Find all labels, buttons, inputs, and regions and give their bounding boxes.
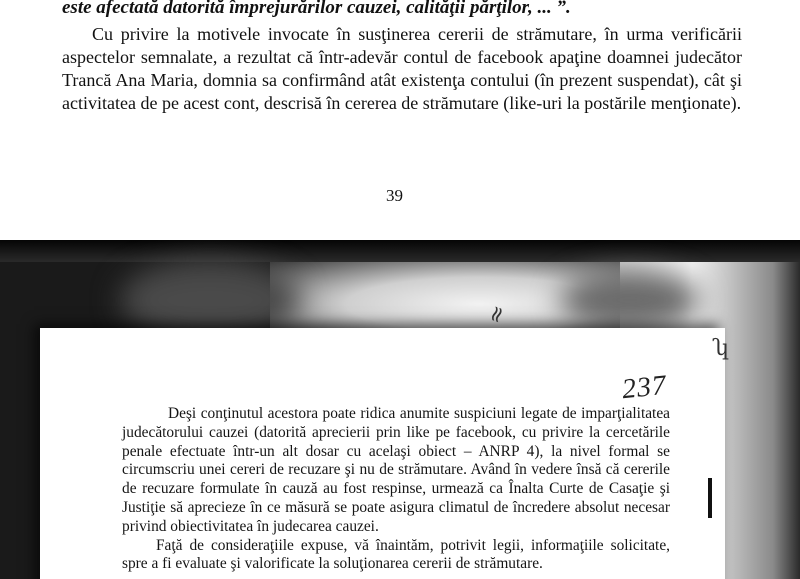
folio-mark-scribble: ≈: [482, 301, 513, 328]
scanned-paragraph-1: Deşi conţinutul acestora poate ridica anumite suspiciuni legate de imparţialitatea judecătorului cauzei (datorită aprecierii prin like pe facebook, cu privire la cercetările penale efectuate într-un alt dosar cu acelaşi obiect – ANRP 4), la nivel formal se circumscriu unei cereri de recuzare şi nu de strămutare. Având în vedere însă că cererile de recuzare formulate în cauză au fost respinse, urmează ca Înalta Curte de Casaţie şi Justiţie să aprecieze în ce măsură se poate asigura climatul de încredere absolut necesar privind obiectivitatea în judecarea cauzei.: [122, 405, 670, 535]
margin-mark: ʮ: [712, 336, 730, 361]
page-number: 39: [386, 186, 403, 205]
scan-top-band: [0, 240, 800, 262]
top-page: [0, 0, 800, 240]
scanned-text: [122, 405, 670, 574]
margin-line: [708, 478, 712, 518]
scan-upper-area: [270, 262, 650, 332]
quote-line: este afectată datorită împrejurărilor cauzei, calităţii părţilor, ... ”.: [62, 0, 571, 18]
scanned-paragraph-2: Faţă de consideraţiile expuse, vă înaintăm, potrivit legii, informaţiile solicitate, spre a fi evaluate şi valorificate la soluţionarea cererii de strămutare.: [122, 536, 670, 573]
handwritten-page-number: 237: [620, 369, 669, 406]
body-paragraph-text: Cu privire la motivele invocate în susţinerea cererii de strămutare, în urma verificării aspectelor semnalate, a rezultat că într-adevăr contul de facebook apaţine doamnei judecător Trancă Ana Maria, domnia sa confirmând atât existenţa contului (în prezent suspendat), cât şi activitatea de pe acest cont, descrisă în cererea de strămutare (like-uri la postările menţionate).: [62, 24, 742, 113]
body-paragraph: [62, 23, 742, 115]
